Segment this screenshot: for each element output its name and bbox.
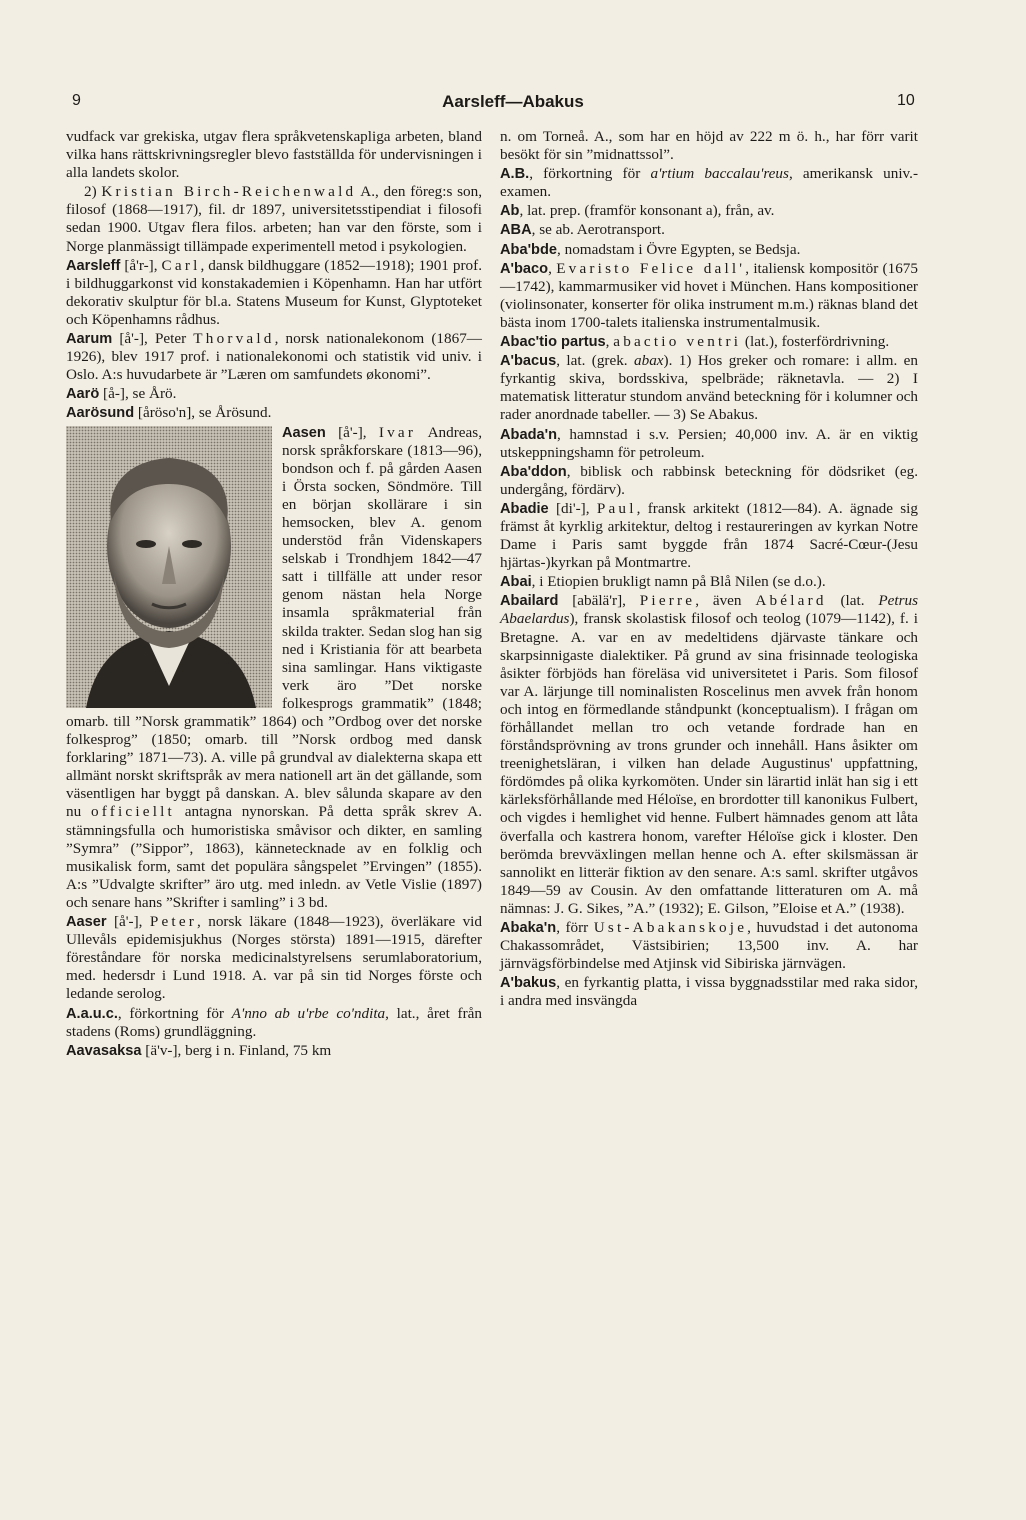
headword: Aba'bde: [500, 241, 557, 258]
headword: A'baco: [500, 260, 549, 277]
pronunciation: [abälä'r],: [558, 592, 640, 610]
entry-text: A., den föreg:s son, filosof (1868—1917), fil. dr 1897, universitetsstipendiat i filosofi sedan 1900. Utgav flera filos. arbeten; han var den förste, som i Norge planmässigt tillämpade experimentell metod i psykologien.: [66, 183, 482, 255]
person-name: Thorvald: [193, 330, 275, 348]
entry-text: , förkortning för: [117, 1004, 232, 1022]
entry-continuation: vudfack var grekiska, utgav flera språkvetenskapliga arbeten, bland vilka hans rättskrivningsregler blevo fastställda för undervisningen i alla landets skolor.: [66, 128, 482, 182]
entry-abakan: [500, 919, 918, 973]
entry-text: , en fyrkantig platta, i vissa byggnadsstilar med raka sidor, i andra med insvängda: [500, 974, 918, 1010]
entry-ababde: [500, 241, 918, 259]
headword: A'bacus: [500, 353, 557, 370]
entry-text: , fransk arkitekt (1812—84). A. ägnade sig främst åt kyrklig arkitektur, deltog i restaureringen av kyrkan Notre Dame i Paris samt byggde från 1874 Sacré-Cœur-(Jesu hjärtas-)kyrkan på Montmartre.: [500, 499, 918, 572]
variant-name: Ust-Abakanskoje: [593, 919, 748, 937]
headword: ABA: [500, 222, 532, 239]
entry-abai: [500, 573, 918, 591]
headword: Aasen: [282, 424, 326, 441]
page-number-right: 10: [897, 92, 915, 109]
entry-text: , norsk nationalekonom (1867—1926), blev 1917 prof. i nationalekonomi och statistik vid univ. i Oslo. A:s huvudarbete är ”Læren om samfundets økonomi”.: [66, 330, 482, 384]
person-name: Carl: [161, 256, 201, 274]
entry-text: , nomadstam i Övre Egypten, se Bedsja.: [557, 240, 801, 258]
entry-text: [ä'v-], berg i n. Finland, 75 km: [141, 1041, 332, 1059]
headword: A.a.u.c.: [66, 1005, 118, 1022]
entry-text: [å-], se Årö.: [99, 385, 177, 403]
entry-aarosund: [66, 404, 482, 422]
separator: , även: [695, 592, 756, 610]
entry-abacus: [500, 352, 918, 424]
variant-name: Abélard: [755, 592, 827, 610]
headword: A.B.: [500, 166, 530, 183]
entry-abailard: [500, 592, 918, 918]
pronunciation: [å'r-],: [120, 256, 162, 274]
headword: Abaka'n: [500, 920, 557, 937]
entry-abadie: [500, 500, 918, 572]
pronunciation: [å'-],: [106, 913, 150, 931]
headword: A'bakus: [500, 975, 557, 992]
entry-text: , i Etiopien brukligt namn på Blå Nilen (se d.o.).: [531, 573, 826, 591]
entry-text: , lat. (grek.: [556, 352, 634, 370]
entry-aauc: [66, 1005, 482, 1041]
person-name: Peter: [149, 913, 198, 931]
headword: Ab: [500, 203, 520, 220]
person-name: Paul: [596, 499, 637, 517]
person-name: Kristian Birch-Reichenwald: [101, 183, 357, 201]
portrait-svg: [66, 426, 272, 708]
entry-text: ). 1) Hos greker och romare: i allm. en fyrkantig skiva, bordsskiva, spelbräde; räknetavla. — 2) I matematisk litteratur stundom använd beteckning för i kolumner och rader anordnade tabeller. — 3) Se Abakus.: [500, 352, 918, 424]
person-name: Pierre: [639, 592, 696, 610]
headword: Abailard: [500, 593, 559, 610]
entry-abaddon: [500, 463, 918, 499]
greek-term: abax: [634, 352, 664, 370]
entry-text: , hamnstad i s.v. Persien; 40,000 inv. A. är en viktig utskeppningshamn för petroleum.: [500, 425, 918, 461]
headword: Aarum: [66, 331, 113, 348]
entry-ab-abbr: [500, 165, 918, 201]
headword: Aarö: [66, 386, 100, 403]
entry-text: , norsk läkare (1848—1923), överläkare vid Ullevåls epidemisjukhus (Norges största) 1891—1915, därefter föreståndare för norska medicinalstyrelsens serumlaboratorium, med. hedersdr i Lund 1918. A. var på sin tid Norges förste och ledande serolog.: [66, 913, 482, 1003]
entry-abakus: [500, 974, 918, 1010]
headword: Aarösund: [66, 405, 135, 422]
headword: Aaser: [66, 914, 107, 931]
entry-text: , se ab. Aerotransport.: [531, 221, 665, 239]
entry-aarsleff: [66, 257, 482, 329]
entry-abaco: [500, 260, 918, 332]
headword: Aavasaksa: [66, 1042, 142, 1059]
spaced-word: officiellt: [90, 803, 175, 821]
right-column: [500, 128, 918, 1012]
entry-text: [åröso'n], se Årösund.: [134, 404, 272, 422]
page-number-left: 9: [72, 92, 81, 109]
entry-text: ), fransk skolastisk filosof och teolog (1079—1142), f. i Bretagne. A. var en av medeltidens djärvaste tänkare och skarpsinnigaste dialektiker. På grund av sina frisinnade teologiska åsikter förbjöds han föreläsa vid universitetet i Paris. Som filosof var A. lärjunge till nominalisten Roscelinus men avvek från honom och intog en förmedlande ståndpunkt (konceptualism). I frågan om förhållandet mellan tro och vetande fordrade han en förståndsprövning av trons grunder och innehåll. Hans åsikter om treenighetsläran, i vilken han delade Augustinus' uppfattning, fördömdes på olika kyrkomöten. Under sin lärartid inlät han sig i ett kärleksförhållande med Héloïse, en brordotter till kanonikus Fulbert, och vigdes i hemlighet vid henne. Fulbert hämnades genom att låta överfalla och kastrera honom, varefter Héloïse gick i kloster. Den berömda brevväxlingen mellan henne och A. efter skilsmässan är sannolikt en litterär fiktion av den senare. A:s saml. skrifter utgåvos 1849—59 av Cousin. Av den omfattande litteraturen om A. må nämnas: J. G. Sikes, ”A.” (1932); E. Gilson, ”Eloise et A.” (1938).: [500, 610, 918, 917]
latin-phrase: a'rtium baccalau'reus: [650, 165, 789, 183]
separator: ,: [548, 259, 557, 277]
headword: Abai: [500, 574, 532, 591]
page-header: [0, 92, 1026, 116]
entry-text: (lat.: [826, 592, 879, 610]
headword: Aarsleff: [66, 257, 121, 274]
entry-text: , förkortning för: [529, 165, 651, 183]
headword: Aba'ddon: [500, 463, 567, 480]
headword: Abadie: [500, 500, 549, 517]
entry-text: , italiensk kompositör (1675—1742), kammarmusiker vid hovet i München. Hans kompositioner (violinsonater, konserter för olika instrument m.m.) räknas bland det bästa inom 1700-talets italienska instrumentalmusik.: [500, 259, 918, 331]
entry-aba: [500, 221, 918, 239]
running-title: Aarsleff—Abakus: [442, 92, 584, 111]
latin-name: Petrus Abaelardus: [500, 592, 918, 628]
entry-text: antagna nynorskan. På detta språk skrev A. stämningsfulla och humoristiska småvisor och dikter, en samling ”Symra” (”Sippor”, 1863), kännetecknade av en folklig och musikalisk form, samt det populära sångspelet ”Ervingen” (1855). A:s ”Udvalgte skrifter” äro utg. med inledn. av Vetle Vislie (1897) och senare hans ”Skrifter i samling” i 3 bd.: [66, 803, 483, 911]
entry-text: , amerikansk univ.-examen.: [500, 165, 919, 201]
pronunciation: [å'-],: [325, 423, 379, 441]
entry-aaser: [66, 913, 482, 1003]
left-column: [66, 128, 482, 1061]
entry-aarum: [66, 330, 482, 384]
separator: ,: [605, 333, 614, 351]
entry-abadan: [500, 426, 918, 462]
pronunciation: [di'-],: [548, 499, 597, 517]
entry-text: Andreas, norsk språkforskare (1813—96), bondson och f. på gården Aasen i Örsta socken, Söndmöre. Till en början skollärare i sin hemsocken, blev A. genom understöd från Videnskapers selskab i Trondhjem 1842—47 satt i tillfälle att under resor genom nästan hela Norge insamla språkmaterial från skilda trakter. Sedan slog han sig ned i Kristiania för att bearbeta sina samlingar. Hans viktigaste verk äro ”Det norske folkesprogs grammatik” (1848; omarb. till ”Norsk grammatik” 1864) och ”Ordbog over det norske folkesprog” (1850; omarb. till ”Norsk ordbog med dansk forklaring” 1871—73). A. ville på grundval av dialekterna skapa ett allmänt norskt skriftspråk av mera nationell art än det gällande, som väsentligen har byggt på danskan. A. blev sålunda skapare av den nu: [66, 423, 482, 821]
entry-abactio: [500, 333, 918, 351]
entry-text: (lat.), fosterfördrivning.: [741, 333, 890, 351]
entry-text: , biblisk och rabbinsk beteckning för dödsriket (eg. undergång, fördärv).: [500, 462, 918, 498]
entry-ab: [500, 202, 918, 220]
person-name: Evaristo Felice dall': [556, 259, 746, 277]
variant-term: abactio ventri: [613, 333, 742, 351]
entry-aavasaksa: [66, 1042, 482, 1060]
pronunciation: [å'-], Peter: [112, 330, 194, 348]
entry-birch-reichenwald: [66, 183, 482, 255]
headword: Abada'n: [500, 426, 557, 443]
entry-continuation: n. om Torneå. A., som har en höjd av 222 m ö. h., har förr varit besökt för sin ”midnattssol”.: [500, 128, 918, 164]
entry-aasen: [66, 424, 482, 913]
entry-number: 2): [84, 183, 102, 201]
entry-text: , huvudstad i det autonoma Chakassområdet, Västsibirien; 13,500 inv. A. har järnvägsförbindelse med Atjinsk vid Sibiriska järnvägen.: [500, 919, 918, 973]
separator: , förr: [556, 919, 594, 937]
latin-phrase: A'nno ab u'rbe co'ndita: [231, 1004, 386, 1022]
person-name: Ivar: [378, 423, 417, 441]
entry-text: , lat., året från stadens (Roms) grundläggning.: [66, 1004, 482, 1040]
entry-aaro: [66, 385, 482, 403]
entry-text: , lat. prep. (framför konsonant a), från, av.: [519, 202, 775, 220]
entry-text: , dansk bildhuggare (1852—1918); 1901 prof. i bildhuggarkonst vid konstakademien i Köpenhamn. Han har utfört dekorativ skulptur för bl.a. Statens Museum for Kunst, Glyptoteket och Köpenhamns rådhus.: [66, 256, 482, 328]
portrait-photo: [66, 426, 272, 708]
headword: Abac'tio partus: [500, 334, 606, 351]
